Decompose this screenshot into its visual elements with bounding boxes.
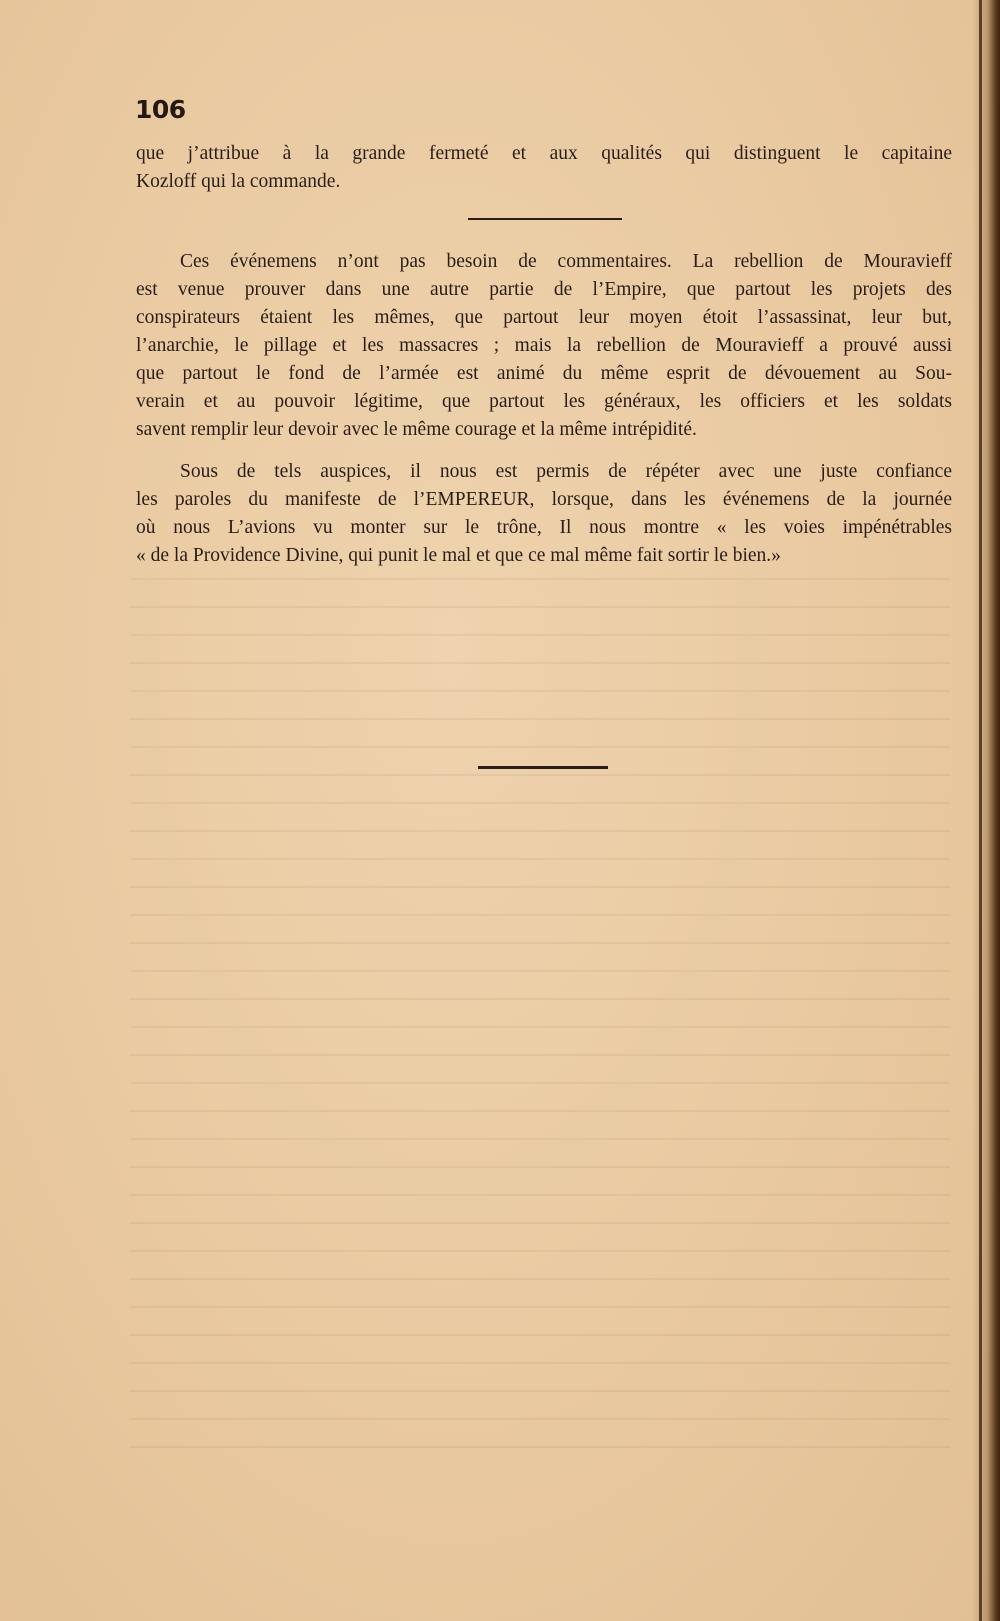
text-line: l’anarchie, le pillage et les massacres ; mais la rebellion de Mouravieff a prouvé aussi bbox=[136, 335, 952, 356]
text-line: est venue prouver dans une autre partie de l’Empire, que partout les projets des bbox=[136, 279, 952, 300]
text-line: conspirateurs étaient les mêmes, que partout leur moyen étoit l’assassinat, leur but, bbox=[136, 307, 952, 328]
text-line: Kozloff qui la commande. bbox=[136, 171, 341, 192]
text-line: que j’attribue à la grande fermeté et aux qualités qui distinguent le capitaine bbox=[136, 143, 952, 164]
text-line: Sous de tels auspices, il nous est permis de répéter avec une juste confiance bbox=[180, 461, 952, 482]
page-number: 106 bbox=[135, 95, 186, 124]
text-line: où nous L’avions vu monter sur le trône, Il nous montre « les voies impénétrables bbox=[136, 517, 952, 538]
text-line: verain et au pouvoir légitime, que partout les généraux, les officiers et les soldats bbox=[136, 391, 952, 412]
page-edge-shadow bbox=[972, 0, 1000, 1621]
text-line: les paroles du manifeste de l’EMPEREUR, lorsque, dans les événemens de la journée bbox=[136, 489, 952, 510]
paragraph-conclusion bbox=[136, 458, 952, 570]
paragraph-continuation bbox=[136, 140, 952, 196]
bleed-through-texture bbox=[130, 560, 950, 1460]
text-line: Ces événemens n’ont pas besoin de commentaires. La rebellion de Mouravieff bbox=[180, 251, 952, 272]
paragraph-commentary bbox=[136, 248, 952, 444]
text-line: que partout le fond de l’armée est animé du même esprit de dévouement au Sou- bbox=[136, 363, 952, 384]
text-line: « de la Providence Divine, qui punit le mal et que ce mal même fait sortir le bien.» bbox=[136, 545, 781, 566]
text-line: savent remplir leur devoir avec le même courage et la même intrépidité. bbox=[136, 419, 697, 440]
end-divider bbox=[478, 766, 608, 769]
page-edge-line bbox=[979, 0, 982, 1621]
section-divider bbox=[468, 218, 622, 220]
